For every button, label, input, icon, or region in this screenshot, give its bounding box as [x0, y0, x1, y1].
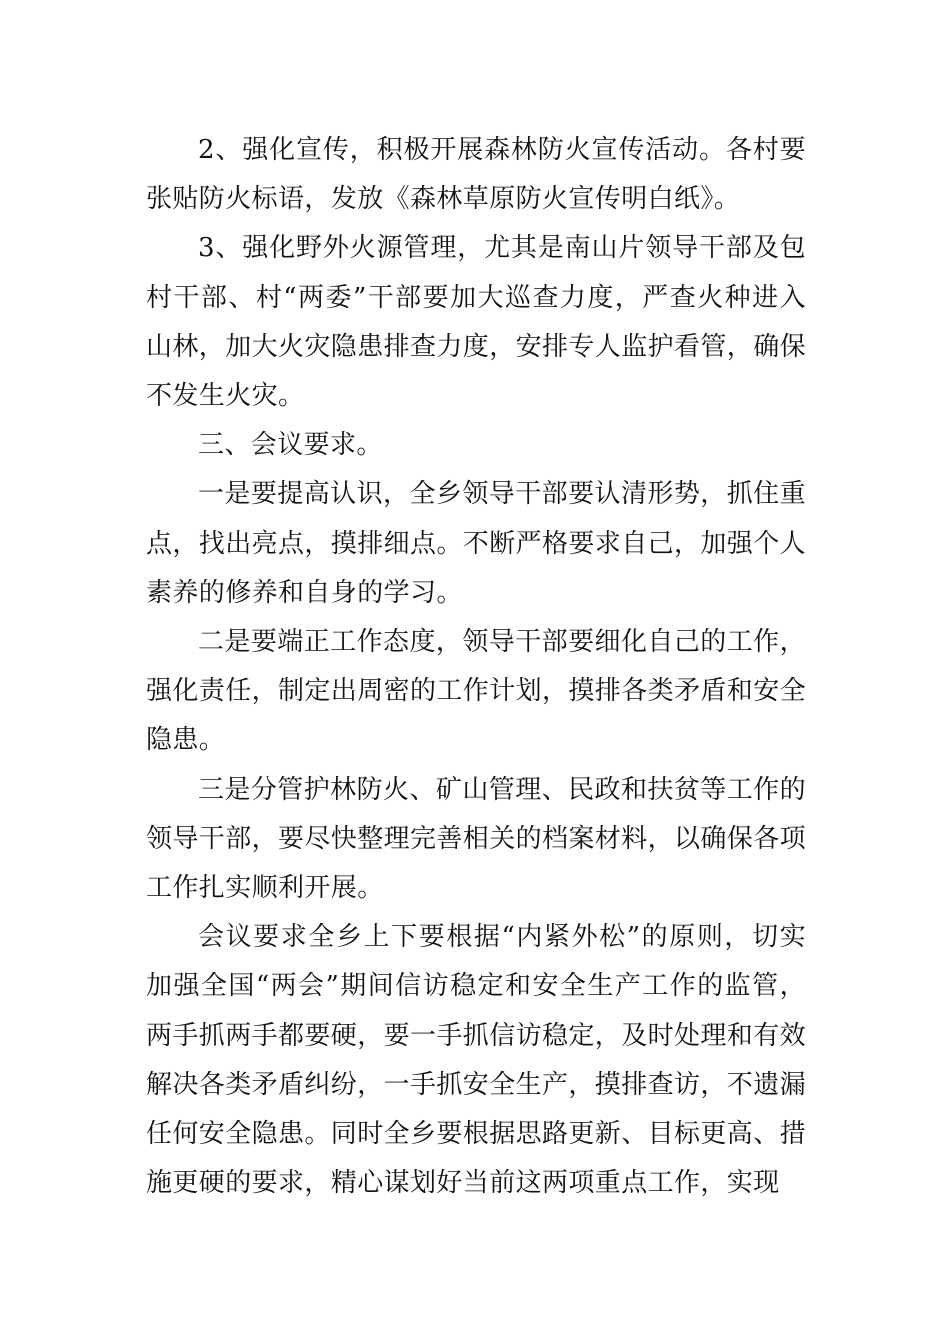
paragraph-requirement-three: 三是分管护林防火、矿山管理、民政和扶贫等工作的领导干部，要尽快整理完善相关的档案材料，以确保各项工作扎实顺利开展。: [146, 774, 807, 904]
paragraph-requirement-one: 一是要提高认识，全乡领导干部要认清形势，抓住重点，找出亮点，摸排细点。不断严格要求自己，加强个人素养的修养和自身的学习。: [146, 479, 807, 608]
section-heading-meeting-requirements: 三、会议要求。: [198, 430, 383, 461]
document-page: [146, 126, 806, 1208]
paragraph-publicity: 2、强化宣传，积极开展森林防火宣传活动。各村要张贴防火标语，发放《森林草原防火宣传明白纸》。: [146, 135, 806, 215]
paragraph-requirement-two: 二是要端正工作态度，领导干部要细化自己的工作，强化责任，制定出周密的工作计划，摸排各类矛盾和安全隐患。: [146, 627, 807, 756]
paragraph-fire-source-management: 3、强化野外火源管理，尤其是南山片领导干部及包村干部、村“两委”干部要加大巡查力度，严查火种进入山林，加大火灾隐患排查力度，安排专人监护看管，确保不发生火灾。: [146, 233, 807, 412]
paragraph-meeting-summary: 会议要求全乡上下要根据“内紧外松”的原则，切实加强全国“两会”期间信访稳定和安全生产工作的监管，两手抓两手都要硬，要一手抓信访稳定，及时处理和有效解决各类矛盾纠纷，一手抓安全生产，摸排查访，不遗漏任何安全隐患。同时全乡要根据思路更新、目标更高、措施更硬的要求，精心谋划好当前这两项重点工作，实现: [146, 922, 807, 1199]
